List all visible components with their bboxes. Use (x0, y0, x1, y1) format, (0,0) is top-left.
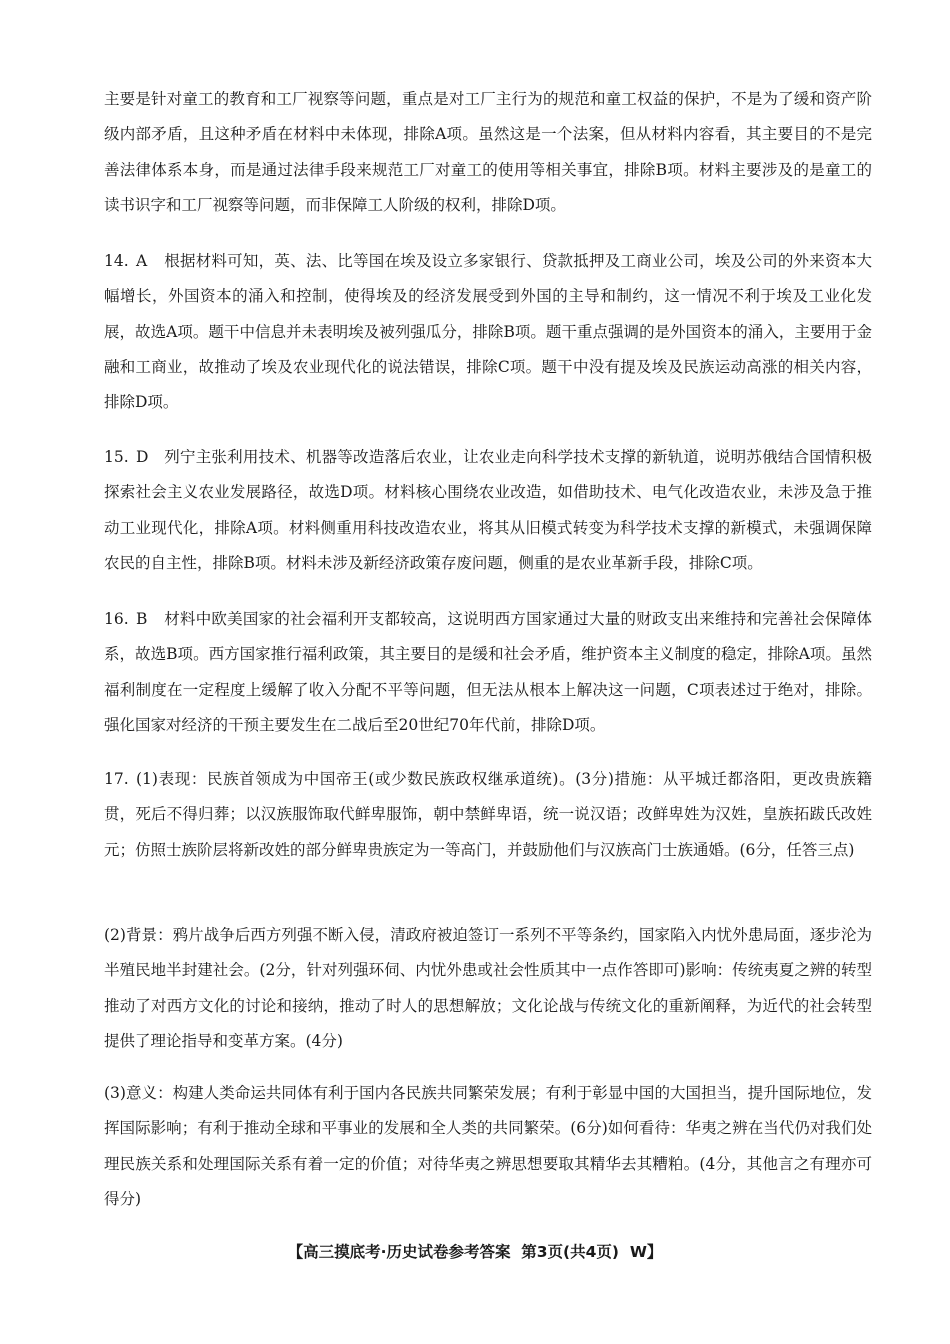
question-answer: D (136, 448, 149, 466)
question-answer: A (136, 252, 148, 270)
footer-code: W】 (629, 1243, 663, 1261)
question-14 (104, 244, 872, 420)
question-17-part-1-text: (1)表现：民族首领成为中国帝王(或少数民族政权继承道统)。(3分)措施：从平城迁都洛阳，更改贵族籍贯，死后不得归葬；以汉族服饰取代鲜卑服饰，朝中禁鲜卑语，统一说汉语；改鲜卑姓为汉姓，皇族拓跋氏改姓元；仿照士族阶层将新改姓的部分鲜卑贵族定为一等高门，并鼓励他们与汉族高门士族通婚。(6分，任答三点) (104, 770, 872, 859)
question-17-part-2: (2)背景：鸦片战争后西方列强不断入侵，清政府被迫签订一系列不平等条约，国家陷入内忧外患局面，逐步沦为半殖民地半封建社会。(2分，针对列强环伺、内忧外患或社会性质其中一点作答即可)影响：传统夷夏之辨的转型推动了对西方文化的讨论和接纳，推动了时人的思想解放；文化论战与传统文化的重新阐释，为近代的社会转型提供了理论指导和变革方案。(4分) (104, 926, 872, 1050)
question-number: 16. (104, 610, 129, 628)
page-footer (0, 1240, 950, 1262)
continuation-paragraph: 主要是针对童工的教育和工厂视察等问题，重点是对工厂主行为的规范和童工权益的保护，不是为了缓和资产阶级内部矛盾，且这种矛盾在材料中未体现，排除A项。虽然这是一个法案，但从材料内容看，其主要目的不是完善法律体系本身，而是通过法律手段来规范工厂对童工的使用等相关事宜，排除B项。材料主要涉及的是童工的读书识字和工厂视察等问题，而非保障工人阶级的权利，排除D项。 (104, 90, 872, 214)
question-number: 14. (104, 252, 129, 270)
question-17-part-1 (104, 762, 872, 868)
question-number: 15. (104, 448, 129, 466)
question-16 (104, 602, 872, 743)
question-answer: B (136, 610, 148, 628)
question-explanation: 根据材料可知，英、法、比等国在埃及设立多家银行、贷款抵押及工商业公司，埃及公司的外来资本大幅增长，外国资本的涌入和控制，使得埃及的经济发展受到外国的主导和制约，这一情况不利于埃及工业化发展，故选A项。题干中信息并未表明埃及被列强瓜分，排除B项。题干重点强调的是外国资本的涌入，主要用于金融和工商业，故推动了埃及农业现代化的说法错误，排除C项。题干中没有提及埃及民族运动高涨的相关内容，排除D项。 (104, 252, 872, 412)
question-17-part-3: (3)意义：构建人类命运共同体有利于国内各民族共同繁荣发展；有利于彰显中国的大国担当，提升国际地位，发挥国际影响；有利于推动全球和平事业的发展和全人类的共同繁荣。(6分)如何看待：华夷之辨在当代仍对我们处理民族关系和处理国际关系有着一定的价值；对待华夷之辨思想要取其精华去其糟粕。(4分，其他言之有理亦可得分) (104, 1084, 872, 1208)
question-explanation: 材料中欧美国家的社会福利开支都较高，这说明西方国家通过大量的财政支出来维持和完善社会保障体系，故选B项。西方国家推行福利政策，其主要目的是缓和社会矛盾，维护资本主义制度的稳定，排除A项。虽然福利制度在一定程度上缓解了收入分配不平等问题，但无法从根本上解决这一问题，C项表述过于绝对，排除。强化国家对经济的干预主要发生在二战后至20世纪70年代前，排除D项。 (104, 610, 872, 734)
footer-page-number: 第3页(共4页) (521, 1243, 620, 1261)
question-number: 17. (104, 770, 129, 788)
question-explanation: 列宁主张利用技术、机器等改造落后农业，让农业走向科学技术支撑的新轨道，说明苏俄结合国情积极探索社会主义农业发展路径，故选D项。材料核心围绕农业改造，如借助技术、电气化改造农业，未涉及急于推动工业现代化，排除A项。材料侧重用科技改造农业，将其从旧模式转变为科学技术支撑的新模式，未强调保障农民的自主性，排除B项。材料未涉及新经济政策存废问题，侧重的是农业革新手段，排除C项。 (104, 448, 872, 572)
question-15 (104, 440, 872, 581)
footer-title: 【高三摸底考·历史试卷参考答案 (287, 1243, 511, 1261)
